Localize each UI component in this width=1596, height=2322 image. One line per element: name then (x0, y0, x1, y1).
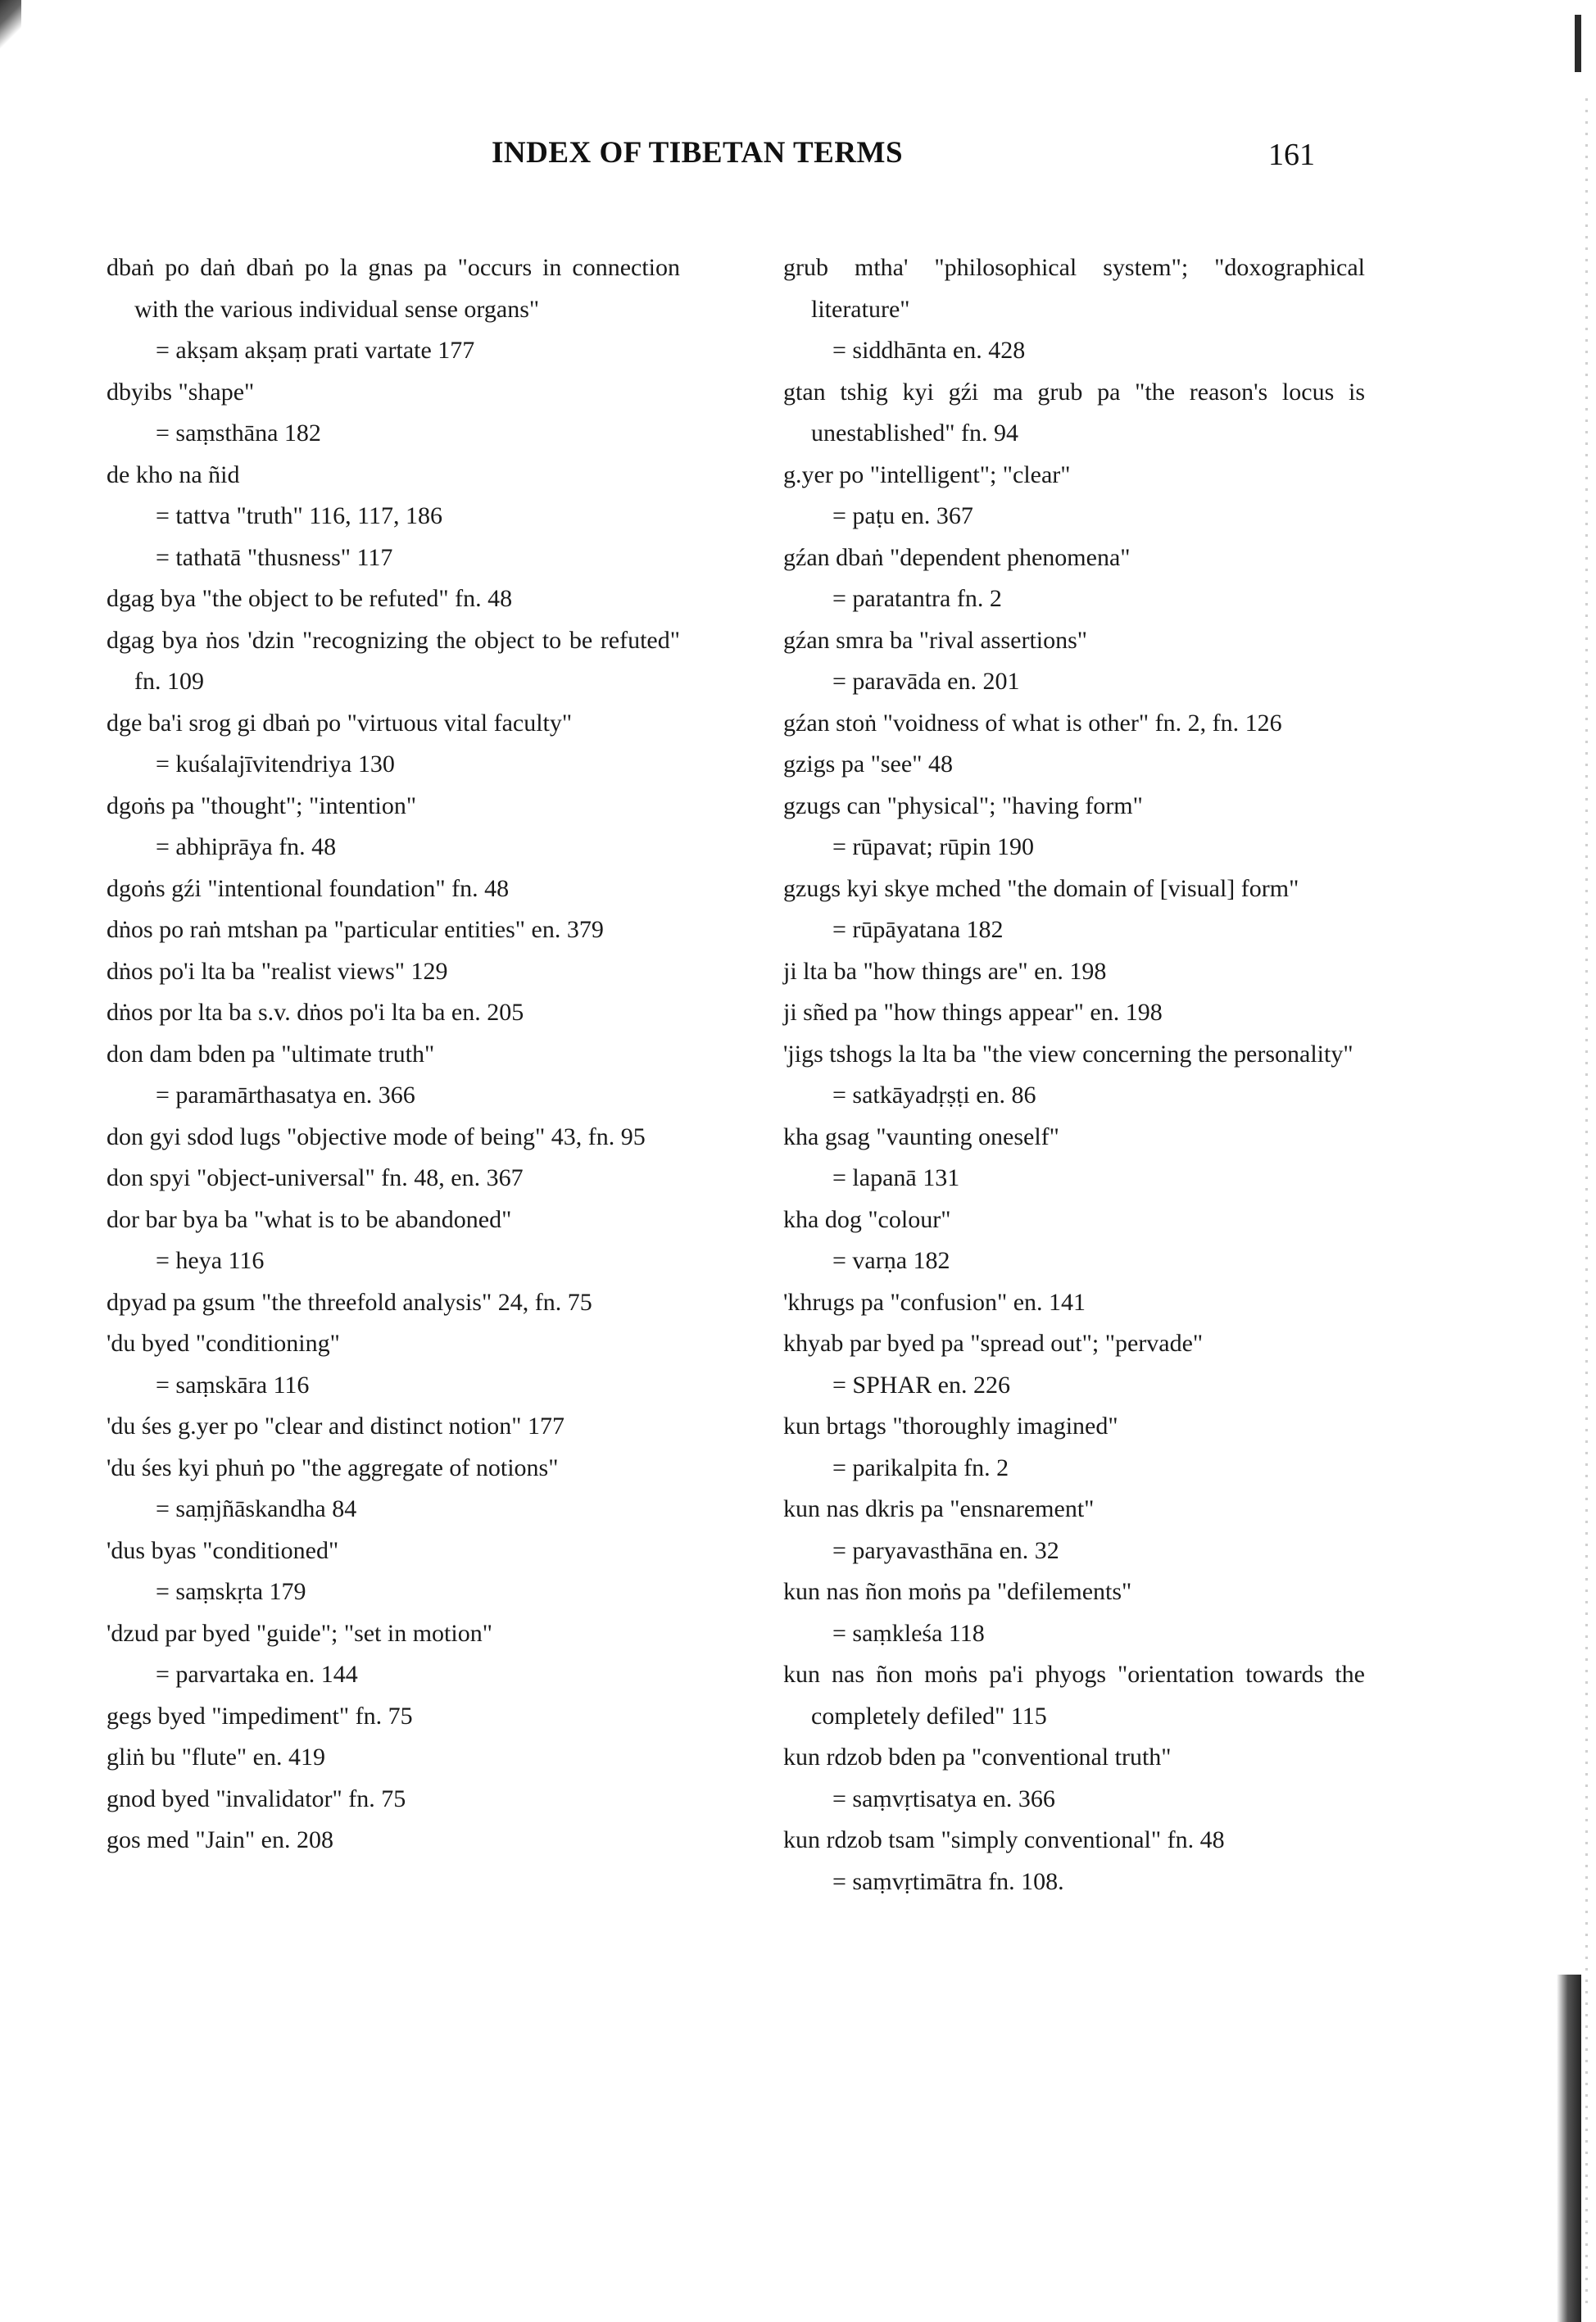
index-entry: g.yer po "intelligent"; "clear" (783, 460, 1071, 488)
index-entry: gliṅ bu "flute" en. 419 (107, 1744, 325, 1771)
index-entry: gźan stoṅ "voidness of what is other" fn. 2, fn. 126 (783, 709, 1282, 737)
index-entry: khyab par byed pa "spread out"; "pervade" (783, 1330, 1204, 1357)
scan-edge-shadow (1557, 1975, 1581, 2322)
index-equivalent: = rūpāyatana 182 (832, 916, 1004, 943)
index-entry: kun rdzob tsam "simply conventional" fn. 48 (783, 1826, 1225, 1853)
index-entry: dge ba'i srog gi dbaṅ po "virtuous vital faculty" (107, 709, 573, 737)
index-entry: gtan tshig kyi gźi ma grub pa "the reason's locus is unestablished" fn. 94 (783, 378, 1365, 447)
scan-corner-artifact (0, 0, 21, 49)
index-entry: kun brtags "thoroughly imagined" (783, 1413, 1118, 1440)
index-entry: dgoṅs pa "thought"; "intention" (107, 791, 417, 819)
index-equivalent: = saṃjñāskandha 84 (156, 1495, 357, 1522)
index-equivalent: = paṭu en. 367 (832, 502, 973, 529)
scan-edge-speckle (1585, 98, 1588, 2311)
index-equivalent: = abhiprāya fn. 48 (156, 833, 337, 860)
index-equivalent: = parikalpita fn. 2 (832, 1454, 1009, 1481)
index-equivalent: = kuśalajīvitendriya 130 (156, 751, 395, 778)
index-equivalent: = lapanā 131 (832, 1164, 960, 1191)
index-entry: dgag bya ṅos 'dzin "recognizing the object to be refuted" fn. 109 (107, 626, 680, 695)
index-entry: 'dzud par byed "guide"; "set in motion" (107, 1619, 492, 1647)
index-entry: kha gsag "vaunting oneself" (783, 1122, 1059, 1150)
index-equivalent: = tattva "truth" 116, 117, 186 (156, 502, 442, 529)
page-number: 161 (1268, 138, 1315, 172)
index-entry: gzugs can "physical"; "having form" (783, 791, 1143, 819)
index-entry: dgoṅs gźi "intentional foundation" fn. 48 (107, 874, 510, 902)
index-entry: dor bar bya ba "what is to be abandoned" (107, 1205, 512, 1233)
scan-edge-mark (1575, 15, 1581, 72)
index-entry: gźan smra ba "rival assertions" (783, 626, 1088, 654)
index-entry: dbaṅ po daṅ dbaṅ po la gnas pa "occurs in connection with the various individual sense organs" (107, 254, 680, 323)
index-entry: dṅos por lta ba s.v. dṅos po'i lta ba en. 205 (107, 999, 524, 1026)
index-entry: 'du śes kyi phuṅ po "the aggregate of notions" (107, 1454, 559, 1481)
index-column-left (107, 247, 680, 1862)
index-equivalent: = saṃvṛtisatya en. 366 (832, 1785, 1055, 1812)
index-equivalent: = saṃskṛta 179 (156, 1578, 306, 1605)
index-entry: ji sñed pa "how things appear" en. 198 (783, 999, 1163, 1026)
index-entry: gnod byed "invalidator" fn. 75 (107, 1785, 406, 1812)
page-title: INDEX OF TIBETAN TERMS (492, 136, 904, 170)
index-entry: gzugs kyi skye mched "the domain of [visual] form" (783, 874, 1299, 902)
index-equivalent: = siddhānta en. 428 (832, 337, 1026, 364)
index-equivalent: = saṃkleśa 118 (832, 1619, 985, 1647)
index-equivalent: = paratantra fn. 2 (832, 585, 1002, 612)
index-equivalent: = saṃvṛtimātra fn. 108. (832, 1867, 1064, 1895)
index-entry: kun nas ñon moṅs pa'i phyogs "orientation towards the completely defiled" 115 (783, 1661, 1365, 1730)
index-entry: kha dog "colour" (783, 1205, 951, 1233)
index-entry: gos med "Jain" en. 208 (107, 1826, 333, 1853)
index-equivalent: = akṣam akṣaṃ prati vartate 177 (156, 337, 475, 364)
index-equivalent: = varṇa 182 (832, 1247, 950, 1274)
index-entry: grub mtha' "philosophical system"; "doxographical literature" (783, 254, 1365, 323)
index-equivalent: = saṃskāra 116 (156, 1371, 310, 1399)
index-entry: don dam bden pa "ultimate truth" (107, 1040, 435, 1068)
index-entry: dgag bya "the object to be refuted" fn. 48 (107, 585, 513, 612)
index-entry: don spyi "object-universal" fn. 48, en. 367 (107, 1164, 524, 1191)
index-entry: don gyi sdod lugs "objective mode of being" 43, fn. 95 (107, 1122, 646, 1150)
index-entry: gźan dbaṅ "dependent phenomena" (783, 543, 1131, 571)
index-column-right (783, 247, 1365, 1902)
index-entry: gegs byed "impediment" fn. 75 (107, 1702, 413, 1730)
index-equivalent: = rūpavat; rūpin 190 (832, 833, 1035, 860)
index-entry: dbyibs "shape" (107, 378, 255, 406)
index-equivalent: = parvartaka en. 144 (156, 1661, 358, 1688)
index-entry: dṅos po'i lta ba "realist views" 129 (107, 957, 448, 985)
index-entry: 'khrugs pa "confusion" en. 141 (783, 1288, 1086, 1316)
index-equivalent: = paramārthasatya en. 366 (156, 1082, 415, 1109)
index-entry: 'du śes g.yer po "clear and distinct notion" 177 (107, 1413, 564, 1440)
index-entry: kun nas dkris pa "ensnarement" (783, 1495, 1095, 1522)
index-equivalent: = SPHAR en. 226 (832, 1371, 1010, 1399)
index-equivalent: = satkāyadṛṣṭi en. 86 (832, 1082, 1036, 1109)
index-entry: 'jigs tshogs la lta ba "the view concerning the personality" (783, 1040, 1353, 1068)
index-entry: de kho na ñid (107, 460, 240, 488)
index-entry: gzigs pa "see" 48 (783, 751, 953, 778)
index-equivalent: = tathatā "thusness" 117 (156, 543, 393, 571)
index-entry: dpyad pa gsum "the threefold analysis" 24, fn. 75 (107, 1288, 592, 1316)
index-entry: dṅos po raṅ mtshan pa "particular entities" en. 379 (107, 916, 604, 943)
index-entry: 'dus byas "conditioned" (107, 1536, 339, 1564)
index-equivalent: = paryavasthāna en. 32 (832, 1536, 1059, 1564)
index-entry: ji lta ba "how things are" en. 198 (783, 957, 1107, 985)
index-equivalent: = heya 116 (156, 1247, 265, 1274)
index-entry: kun nas ñon moṅs pa "defilements" (783, 1578, 1132, 1605)
running-head (0, 135, 1596, 184)
index-equivalent: = paravāda en. 201 (832, 668, 1020, 695)
index-entry: 'du byed "conditioning" (107, 1330, 340, 1357)
index-equivalent: = saṃsthāna 182 (156, 420, 321, 447)
index-entry: kun rdzob bden pa "conventional truth" (783, 1744, 1172, 1771)
